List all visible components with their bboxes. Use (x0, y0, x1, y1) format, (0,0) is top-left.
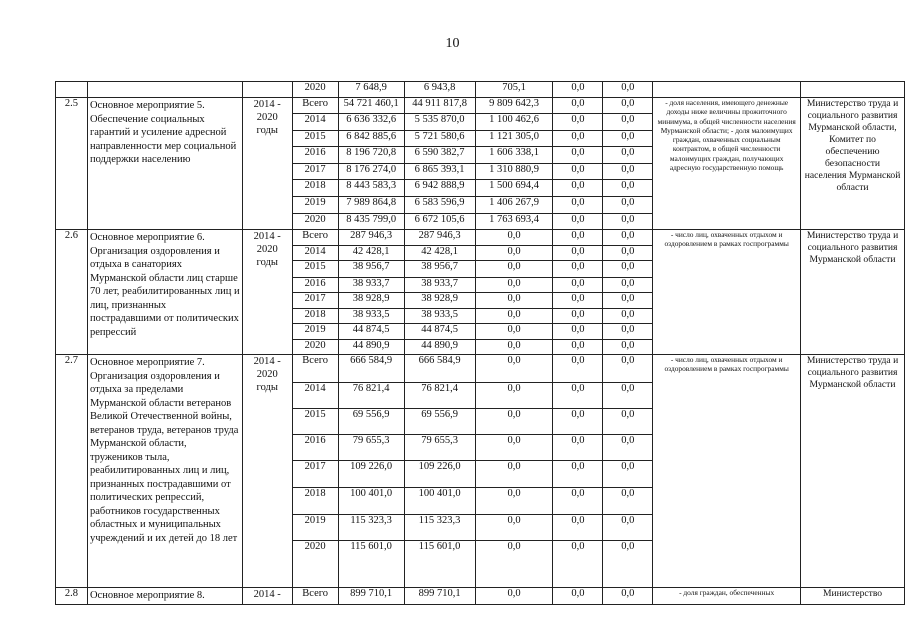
local-budget-value: 0,0 (553, 541, 603, 588)
local-budget-value: 0,0 (553, 435, 603, 461)
year-cell: 2014 (292, 246, 338, 261)
year-cell: 2014 (292, 383, 338, 409)
other-sources-value: 0,0 (603, 588, 653, 605)
other-sources-value: 0,0 (603, 180, 653, 197)
executor-cell: Министерство труда и социального развития Мурманской области (801, 230, 905, 355)
regional-budget-value: 6 865 393,1 (404, 164, 475, 180)
federal-budget-value: 1 100 462,6 (475, 114, 553, 131)
local-budget-value: 0,0 (553, 246, 603, 261)
local-budget-value: 0,0 (553, 324, 603, 340)
indicator-cell (653, 82, 801, 98)
federal-budget-value: 0,0 (475, 461, 553, 488)
year-cell: 2020 (292, 340, 338, 355)
regional-budget-value: 899 710,1 (404, 588, 475, 605)
other-sources-value: 0,0 (603, 147, 653, 164)
year-cell: 2018 (292, 180, 338, 197)
table-row (56, 230, 905, 246)
year-cell: 2019 (292, 197, 338, 214)
federal-budget-value: 0,0 (475, 541, 553, 588)
federal-budget-value: 1 121 305,0 (475, 131, 553, 147)
federal-budget-value: 0,0 (475, 293, 553, 309)
total-value: 109 226,0 (338, 461, 404, 488)
name-cell: Основное мероприятие 7. Организация оздоровления и отдыха за пределами Мурманской области ветеранов Великой Отечественной войны, ветеранов труда, ветеранов труда Мурманской области, тружеников тыла, реабилитированных лиц и лиц, признанных пострадавшими от политических репрессий, работников государственных областных и муниципальных учреждений и их детей до 18 лет (87, 355, 242, 588)
total-value: 115 601,0 (338, 541, 404, 588)
other-sources-value: 0,0 (603, 515, 653, 541)
program-table (55, 81, 905, 605)
regional-budget-value: 69 556,9 (404, 409, 475, 435)
number-cell: 2.5 (56, 98, 88, 230)
local-budget-value: 0,0 (553, 409, 603, 435)
regional-budget-value: 666 584,9 (404, 355, 475, 383)
executor-cell: Министерство труда и социального развития Мурманской области (801, 355, 905, 588)
total-value: 899 710,1 (338, 588, 404, 605)
other-sources-value: 0,0 (603, 197, 653, 214)
year-cell: 2015 (292, 409, 338, 435)
other-sources-value: 0,0 (603, 435, 653, 461)
federal-budget-value: 1 763 693,4 (475, 214, 553, 230)
total-value: 38 933,5 (338, 309, 404, 324)
year-cell: 2016 (292, 147, 338, 164)
total-value: 44 890,9 (338, 340, 404, 355)
number-cell: 2.8 (56, 588, 88, 605)
other-sources-value: 0,0 (603, 409, 653, 435)
local-budget-value: 0,0 (553, 114, 603, 131)
local-budget-value: 0,0 (553, 515, 603, 541)
year-cell: Всего (292, 230, 338, 246)
regional-budget-value: 109 226,0 (404, 461, 475, 488)
local-budget-value: 0,0 (553, 147, 603, 164)
total-value: 38 956,7 (338, 261, 404, 278)
year-cell: 2017 (292, 461, 338, 488)
total-value: 76 821,4 (338, 383, 404, 409)
regional-budget-value: 100 401,0 (404, 488, 475, 515)
period-cell: 2014 - (242, 588, 292, 605)
total-value: 7 989 864,8 (338, 197, 404, 214)
other-sources-value: 0,0 (603, 309, 653, 324)
regional-budget-value: 76 821,4 (404, 383, 475, 409)
total-value: 6 636 332,6 (338, 114, 404, 131)
regional-budget-value: 6 583 596,9 (404, 197, 475, 214)
total-value: 8 196 720,8 (338, 147, 404, 164)
local-budget-value: 0,0 (553, 355, 603, 383)
local-budget-value: 0,0 (553, 98, 603, 114)
regional-budget-value: 38 928,9 (404, 293, 475, 309)
year-cell: Всего (292, 98, 338, 114)
regional-budget-value: 79 655,3 (404, 435, 475, 461)
other-sources-value: 0,0 (603, 324, 653, 340)
year-cell: 2020 (292, 82, 338, 98)
local-budget-value: 0,0 (553, 230, 603, 246)
year-cell: 2016 (292, 435, 338, 461)
indicator-cell: - число лиц, охваченных отдыхом и оздоровлением в рамках госпрограммы (653, 230, 801, 355)
indicator-cell: - число лиц, охваченных отдыхом и оздоровлением в рамках госпрограммы (653, 355, 801, 588)
table-row (56, 98, 905, 114)
year-cell: 2020 (292, 214, 338, 230)
period-cell: 2014 - 2020 годы (242, 230, 292, 355)
page-number: 10 (445, 36, 460, 51)
year-cell: 2015 (292, 261, 338, 278)
local-budget-value: 0,0 (553, 278, 603, 293)
other-sources-value: 0,0 (603, 131, 653, 147)
other-sources-value: 0,0 (603, 246, 653, 261)
regional-budget-value: 6 672 105,6 (404, 214, 475, 230)
other-sources-value: 0,0 (603, 461, 653, 488)
regional-budget-value: 38 933,7 (404, 278, 475, 293)
local-budget-value: 0,0 (553, 488, 603, 515)
total-value: 8 176 274,0 (338, 164, 404, 180)
other-sources-value: 0,0 (603, 293, 653, 309)
local-budget-value: 0,0 (553, 588, 603, 605)
name-cell: Основное мероприятие 6. Организация оздоровления и отдыха в санаториях Мурманской области лиц старше 70 лет, реабилитированных лиц и лиц, признанных пострадавшими от политических репрессий (87, 230, 242, 355)
other-sources-value: 0,0 (603, 164, 653, 180)
other-sources-value: 0,0 (603, 541, 653, 588)
year-cell: 2019 (292, 515, 338, 541)
federal-budget-value: 0,0 (475, 383, 553, 409)
local-budget-value: 0,0 (553, 309, 603, 324)
local-budget-value: 0,0 (553, 214, 603, 230)
local-budget-value: 0,0 (553, 164, 603, 180)
federal-budget-value: 0,0 (475, 230, 553, 246)
other-sources-value: 0,0 (603, 214, 653, 230)
year-cell: 2018 (292, 309, 338, 324)
period-cell: 2014 - 2020 годы (242, 355, 292, 588)
local-budget-value: 0,0 (553, 82, 603, 98)
total-value: 115 323,3 (338, 515, 404, 541)
federal-budget-value: 0,0 (475, 515, 553, 541)
year-cell: 2017 (292, 164, 338, 180)
local-budget-value: 0,0 (553, 197, 603, 214)
total-value: 54 721 460,1 (338, 98, 404, 114)
other-sources-value: 0,0 (603, 278, 653, 293)
local-budget-value: 0,0 (553, 293, 603, 309)
total-value: 38 928,9 (338, 293, 404, 309)
regional-budget-value: 38 933,5 (404, 309, 475, 324)
executor-cell (801, 82, 905, 98)
regional-budget-value: 115 323,3 (404, 515, 475, 541)
other-sources-value: 0,0 (603, 114, 653, 131)
total-value: 38 933,7 (338, 278, 404, 293)
federal-budget-value: 0,0 (475, 261, 553, 278)
federal-budget-value: 0,0 (475, 355, 553, 383)
regional-budget-value: 44 890,9 (404, 340, 475, 355)
year-cell: 2020 (292, 541, 338, 588)
federal-budget-value: 0,0 (475, 488, 553, 515)
year-cell: 2017 (292, 293, 338, 309)
total-value: 69 556,9 (338, 409, 404, 435)
period-cell (242, 82, 292, 98)
regional-budget-value: 5 535 870,0 (404, 114, 475, 131)
number-cell (56, 82, 88, 98)
number-cell: 2.7 (56, 355, 88, 588)
year-cell: Всего (292, 355, 338, 383)
other-sources-value: 0,0 (603, 340, 653, 355)
other-sources-value: 0,0 (603, 261, 653, 278)
local-budget-value: 0,0 (553, 180, 603, 197)
local-budget-value: 0,0 (553, 461, 603, 488)
regional-budget-value: 6 942 888,9 (404, 180, 475, 197)
other-sources-value: 0,0 (603, 98, 653, 114)
federal-budget-value: 0,0 (475, 340, 553, 355)
federal-budget-value: 0,0 (475, 409, 553, 435)
federal-budget-value: 1 606 338,1 (475, 147, 553, 164)
name-cell (87, 82, 242, 98)
executor-cell: Министерство труда и социального развития Мурманской области, Комитет по обеспечению безопасности населения Мурманской области (801, 98, 905, 230)
regional-budget-value: 44 874,5 (404, 324, 475, 340)
federal-budget-value: 0,0 (475, 278, 553, 293)
total-value: 8 435 799,0 (338, 214, 404, 230)
other-sources-value: 0,0 (603, 230, 653, 246)
year-cell: Всего (292, 588, 338, 605)
local-budget-value: 0,0 (553, 383, 603, 409)
federal-budget-value: 0,0 (475, 246, 553, 261)
indicator-cell: - доля населения, имеющего денежные доходы ниже величины прожиточного минимума, в общей численности населения Мурманской области; - доля малоимущих граждан, охваченных социальным контрактом, в общей численности малоимущих граждан, получающих адресную государственную помощь (653, 98, 801, 230)
federal-budget-value: 0,0 (475, 309, 553, 324)
federal-budget-value: 705,1 (475, 82, 553, 98)
regional-budget-value: 44 911 817,8 (404, 98, 475, 114)
year-cell: 2019 (292, 324, 338, 340)
total-value: 7 648,9 (338, 82, 404, 98)
executor-cell: Министерство (801, 588, 905, 605)
year-cell: 2018 (292, 488, 338, 515)
table-row (56, 82, 905, 98)
federal-budget-value: 1 310 880,9 (475, 164, 553, 180)
year-cell: 2016 (292, 278, 338, 293)
total-value: 287 946,3 (338, 230, 404, 246)
other-sources-value: 0,0 (603, 82, 653, 98)
other-sources-value: 0,0 (603, 355, 653, 383)
local-budget-value: 0,0 (553, 131, 603, 147)
regional-budget-value: 5 721 580,6 (404, 131, 475, 147)
federal-budget-value: 0,0 (475, 588, 553, 605)
table-row (56, 588, 905, 605)
federal-budget-value: 9 809 642,3 (475, 98, 553, 114)
table-row (56, 355, 905, 383)
regional-budget-value: 6 943,8 (404, 82, 475, 98)
name-cell: Основное мероприятие 8. (87, 588, 242, 605)
total-value: 44 874,5 (338, 324, 404, 340)
federal-budget-value: 1 500 694,4 (475, 180, 553, 197)
total-value: 79 655,3 (338, 435, 404, 461)
federal-budget-value: 0,0 (475, 324, 553, 340)
total-value: 666 584,9 (338, 355, 404, 383)
federal-budget-value: 1 406 267,9 (475, 197, 553, 214)
total-value: 42 428,1 (338, 246, 404, 261)
total-value: 100 401,0 (338, 488, 404, 515)
regional-budget-value: 42 428,1 (404, 246, 475, 261)
other-sources-value: 0,0 (603, 488, 653, 515)
regional-budget-value: 287 946,3 (404, 230, 475, 246)
other-sources-value: 0,0 (603, 383, 653, 409)
indicator-cell: - доля граждан, обеспеченных (653, 588, 801, 605)
total-value: 6 842 885,6 (338, 131, 404, 147)
regional-budget-value: 6 590 382,7 (404, 147, 475, 164)
regional-budget-value: 115 601,0 (404, 541, 475, 588)
local-budget-value: 0,0 (553, 261, 603, 278)
regional-budget-value: 38 956,7 (404, 261, 475, 278)
local-budget-value: 0,0 (553, 340, 603, 355)
year-cell: 2014 (292, 114, 338, 131)
federal-budget-value: 0,0 (475, 435, 553, 461)
number-cell: 2.6 (56, 230, 88, 355)
period-cell: 2014 - 2020 годы (242, 98, 292, 230)
year-cell: 2015 (292, 131, 338, 147)
total-value: 8 443 583,3 (338, 180, 404, 197)
name-cell: Основное мероприятие 5. Обеспечение социальных гарантий и усиление адресной направленности мер социальной поддержки населению (87, 98, 242, 230)
